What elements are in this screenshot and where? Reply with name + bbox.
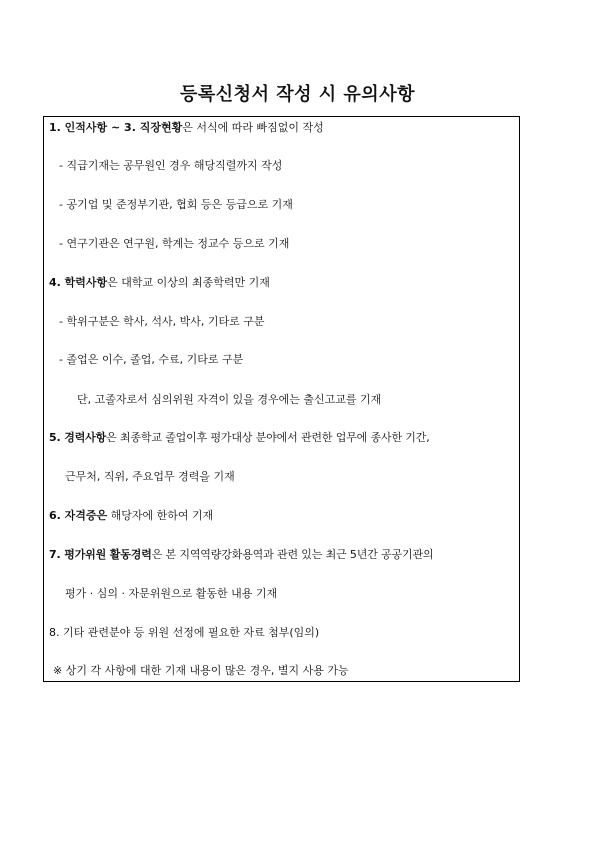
item-8: 8. 기타 관련분야 등 위원 선정에 필요한 자료 첨부(임의) <box>49 626 320 639</box>
item-7-continuation: 평가 · 심의 · 자문위원으로 활동한 내용 기재 <box>65 587 278 600</box>
item-1-sub-3: - 연구기관은 연구원, 학계는 정교수 등으로 기재 <box>59 237 290 250</box>
item-7-heading: 7. 평가위원 활동경력 <box>49 548 152 561</box>
item-5-text: 은 최종학교 졸업이후 평가대상 분야에서 관련한 업무에 종사한 기간, <box>106 431 430 444</box>
item-4 <box>49 276 270 290</box>
footnote: ※ 상기 각 사항에 대한 기재 내용이 많은 경우, 별지 사용 가능 <box>53 664 349 677</box>
item-1-text: 은 서식에 따라 빠짐없이 작성 <box>182 121 324 134</box>
item-1 <box>49 121 324 135</box>
item-1-sub-1: - 직급기재는 공무원인 경우 해당직렬까지 작성 <box>59 159 283 172</box>
item-7 <box>49 548 433 562</box>
item-1-sub-2: - 공기업 및 준정부기관, 협회 등은 등급으로 기재 <box>59 198 293 211</box>
notes-box <box>43 116 520 682</box>
item-4-sub-3: 단, 고졸자로서 심의위원 자격이 있을 경우에는 출신고교를 기재 <box>77 393 382 406</box>
item-5 <box>49 431 430 445</box>
item-7-text: 은 본 지역역량강화용역과 관련 있는 최근 5년간 공공기관의 <box>151 548 434 561</box>
item-5-continuation: 근무처, 직위, 주요업무 경력을 기재 <box>65 470 235 483</box>
item-5-heading: 5. 경력사항 <box>49 431 107 444</box>
item-6-heading: 6. 자격증은 <box>49 509 108 522</box>
item-6-text: 해당자에 한하여 기재 <box>107 509 214 522</box>
item-6 <box>49 509 213 523</box>
item-1-heading: 1. 인적사항 ~ 3. 직장현황 <box>49 121 183 134</box>
item-4-text: 은 대학교 이상의 최종학력만 기재 <box>107 276 270 289</box>
item-4-sub-2: - 졸업은 이수, 졸업, 수료, 기타로 구분 <box>59 353 244 366</box>
item-4-heading: 4. 학력사항 <box>49 276 108 289</box>
item-4-sub-1: - 학위구분은 학사, 석사, 박사, 기타로 구분 <box>59 315 265 328</box>
page-title: 등록신청서 작성 시 유의사항 <box>180 84 415 105</box>
